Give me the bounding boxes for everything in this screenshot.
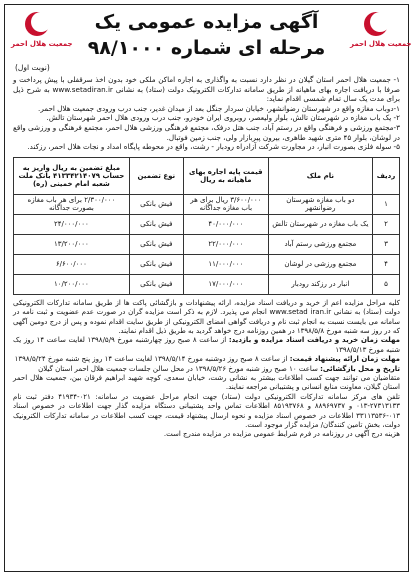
opening-label: تاریخ و محل بازگشائی: [320,364,400,373]
cell: فیش بانکی [129,234,183,254]
deadline-label: مهلت زمان خرید و دریافت اسناد مزایده و بازدید: [228,336,400,345]
opening-text: ساعت ۱۰ صبح روز شنبه مورخ ۱۳۹۸/۵/۲۶ در محل سالن جلسات جمعیت هلال احمر استان گیلان [38,364,321,373]
cell: ۶/۶۰۰/۰۰۰ [14,254,130,274]
deadline-text: از ساعت ۸ صبح روز چهارشنبه مورخ ۱۳۹۸/۵/۹ لغایت ساعت ۱۴ روز یک شنبه مورخ ۱۳۹۸/۵/۱۳ [13,336,400,354]
cell: فیش بانکی [129,194,183,214]
property-item: ۱-دوباب مغازه واقع در شهرستان رضوانشهر، خیابان سردار جنگل بعد از میدان غدیر، جنب درب ورودی جمعیت هلال احمر. [38,103,400,113]
cell: یک باب مغازه در شهرستان تالش [268,214,372,234]
logo-caption: جمعیت هلال احمر [11,40,73,48]
cell: ۴۰/۰۰۰/۰۰۰ [183,214,268,234]
bid-submission-deadline [13,355,400,364]
cell: ۳/۶۰۰/۰۰۰ ریال برای هر باب مغازه جداگانه [183,194,268,214]
contact-address: متقاضیان می توانند جهت کسب اطلاعات بیشتر به نشانی رشت، خیابان سعدی، کوچه شهید ابراهیم فرقان بین، جمعیت هلال احمر استان گیلان، معاونت منابع انسانی و پشتیبانی مراجعه نمایند. [13,374,400,392]
advertising-cost-note: هزینه درج آگهی در روزنامه در فرم شرایط عمومی مزایده در مزایده مندرج است. [163,430,400,439]
table-row [14,194,400,214]
red-crescent-logo-right [350,9,412,48]
document-purchase-deadline [13,336,400,355]
cell: فیش بانکی [129,254,183,274]
property-item: ۲- یک باب مغازه در شهرستان تالش، بلوار ولیعصر، روبروی ایران خودرو، جنب درب ورودی هلال احمر شهرستان تالش. [46,113,400,123]
logo-caption: جمعیت هلال احمر [350,40,412,48]
col-base-rent: قیمت پایه اجاره بهای ماهیانه به ریال [183,157,268,194]
cell: ۱۳/۲۰۰/۰۰۰ [14,234,130,254]
cell: دو باب مغازه شهرستان رضوانشهر [268,194,372,214]
cell: مجتمع ورزشی رستم آباد [268,234,372,254]
red-crescent-icon [22,9,52,39]
table-row [14,254,400,274]
publication-round: (نوبت اول) [15,63,50,72]
contact-phones: تلفن های مرکز سامانه تدارکات الکترونیکی دولت (ستاد) جهت انجام مراحل عضویت در سامانه: ۰۲۱-۴۱۹۳۴ دفتر ثبت نام ۲۷۳۱۳۱۳۳-۰۱۳ و ۸۸۹۶۹۷۳۷ و ۸۵۱۹۳۷۶۸ اطلاعات تماس واحد پشتیبانی دستگاه مزایده گذار جهت اطلاعات در خصوص اسناد ۰۱۳-۳۳۱۱۳۵۳۶ اطلاعات در خصوص اسناد مزایده و نحوه ارسال پیشنهاد قیمت، جهت کسب اطلاعات در سامانه تدارکات الکترونیک دولت، بخش تامین کنندگان/ مزایده گزار موجود است. [13,392,400,430]
deadline-label: مهلت زمان ارائه پیشنهاد قیمت: [289,355,400,364]
process-paragraph: کلیه مراحل مزایده اعم از خرید و دریافت اسناد مزایده، ارائه پیشنهادات و بازگشائی پاکت ها از طریق سامانه تدارکات الکترونیکی دولت (ستاد) به نشانی www.setad iran.ir انجام می پذیرد. لازم به ذکر است مزایده گران در صورت عدم عضویت و ثبت نامه در سامانه می بایست نسبت به انجام ثبت نام و دریافت گواهی امضای الکترونیکی از طریق سایت اقدام نموده و پس از درج دومین آگهی که در روز سه شنبه مورخ ۱۳۹۸/۵/۸ در همین روزنامه درج خواهد گردید به طریق ذیل اقدام نمایند. [13,298,401,335]
auction-notice [4,4,412,572]
cell: فیش بانکی [129,214,183,234]
intro-paragraph: ۱- جمعیت هلال احمر استان گیلان در نظر دارد نسبت به واگذاری به اجاره اماکن ملکی خود بدون اخذ سرقفلی با پیش پرداخت و صرفا با دریافت اجاره بهای ماهیانه از طریق سامانه تدارکات الکترونیک دولت (ستاد) به نشانی www.setadiran.ir به شرح ذیل برای مدت یک سال تمام شمسی اقدام نماید: [13,75,400,104]
col-property-name: نام ملک [268,157,372,194]
cell: فیش بانکی [129,274,183,294]
red-crescent-logo-left [11,9,73,48]
col-row-number: ردیف [372,157,399,194]
notice-header [5,5,412,75]
cell: انبار در رزکند رودبار [268,274,372,294]
table-row [14,274,400,294]
property-item: ۳-مجتمع ورزشی و فرهنگی واقع در رستم آباد، جنب هتل درفک، مجتمع فرهنگی ورزشی هلال احمر، مجتمع فرهنگی و ورزشی واقع در لوشان، بلوار ۴۵ متری شهید طاهری، بیرون پیربازار ولی، جنب زمین فوتبال. [13,122,400,142]
col-guarantee-type: نوع تضمین [129,157,183,194]
conditions-section [5,299,408,440]
notice-title-line1: آگهی مزایده عمومی یک [94,11,319,33]
table-row [14,234,400,254]
col-guarantee-amount: مبلغ تضمین به ریال واریز به حساب ۴۱۳۳۴۲۱۴۰۷۹ بانک ملت شعبه امام خمینی (ره) [14,157,130,194]
cell: ۲۲/۰۰۰/۰۰۰ [183,234,268,254]
cell: ۱ [372,194,399,214]
table-header-row [14,157,400,194]
cell: ۱۰/۲۰۰/۰۰۰ [14,274,130,294]
cell: ۲۴/۰۰۰/۰۰۰ [14,214,130,234]
notice-title-line2: مرحله ای شماره ۹۸/۱۰۰۰ [87,37,326,59]
intro-section [5,75,408,152]
cell: ۱۱/۰۰۰/۰۰۰ [183,254,268,274]
red-crescent-icon [361,9,391,39]
deadline-text: از ساعت ۸ صبح روز دوشنبه مورخ ۱۳۹۸/۵/۱۴ لغایت ساعت ۱۴ روز پنج شنبه مورخ ۱۳۹۸/۵/۲۴ [14,355,290,364]
cell: ۲ [372,214,399,234]
properties-table [13,157,400,295]
property-item: ۵- سوله فلزی بصورت انبار، در مجاورت شرکت آزادراه رودبار - رشت، واقع در محوطه پایگاه امداد و نجات هلال احمر، رزکند. [27,142,400,152]
cell: ۴ [372,254,399,274]
cell: ۱۷/۰۰۰/۰۰۰ [183,274,268,294]
cell: مجتمع ورزشی در لوشان [268,254,372,274]
cell: ۲/۳۰۰/۰۰۰ برای هر باب مغازه بصورت جداگانه [14,194,130,214]
table-row [14,214,400,234]
opening-date [13,365,400,374]
cell: ۳ [372,234,399,254]
cell: ۵ [372,274,399,294]
